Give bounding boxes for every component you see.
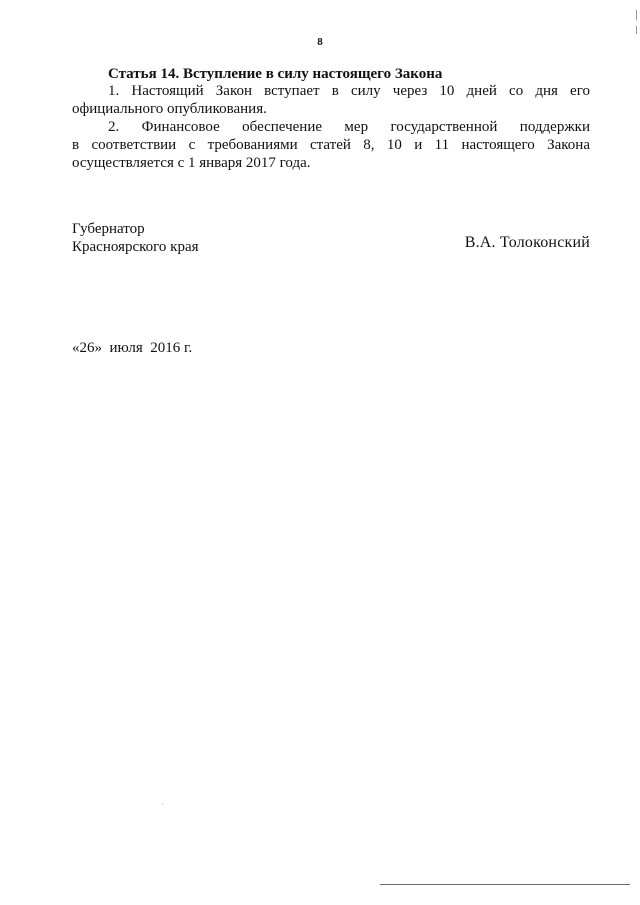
scan-edge-mark-lower [636, 26, 637, 34]
footer-rule [380, 884, 630, 885]
article-paragraph-2-line-3: осуществляется с 1 января 2017 года. [72, 155, 311, 171]
signer-position-line-1: Губернатор [72, 221, 145, 237]
page-number: 8 [317, 36, 323, 48]
article-paragraph-2-line-2: в соответствии с требованиями статей 8, 10 и 11 настоящего Закона [72, 137, 590, 153]
scan-edge-mark-top [636, 10, 637, 20]
scan-speck [162, 803, 163, 804]
article-paragraph-1-line-2: официального опубликования. [72, 101, 267, 117]
article-title: Статья 14. Вступление в силу настоящего Закона [108, 66, 443, 82]
signer-position-line-2: Красноярского края [72, 239, 199, 255]
article-paragraph-1-line-1: 1. Настоящий Закон вступает в силу через 10 дней со дня его [108, 83, 590, 99]
article-paragraph-2-line-1: 2. Финансовое обеспечение мер государственной поддержки [108, 119, 590, 135]
signing-date: «26» июля 2016 г. [72, 340, 193, 356]
signer-name: В.А. Толоконский [464, 234, 590, 251]
